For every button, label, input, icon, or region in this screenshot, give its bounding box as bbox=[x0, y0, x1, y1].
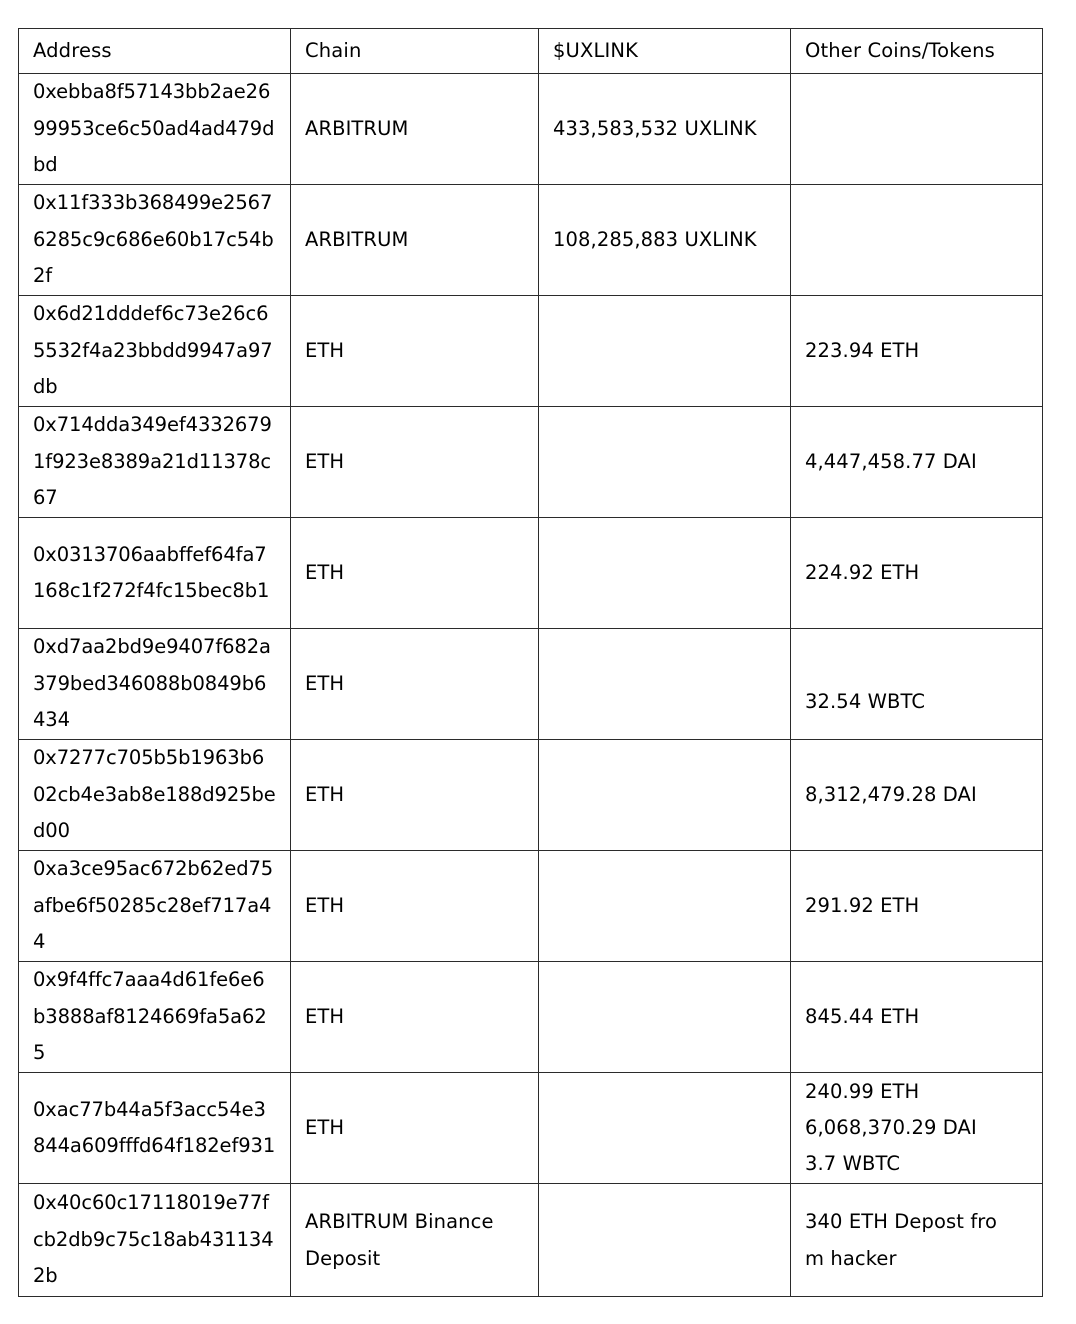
cell-other bbox=[791, 407, 1043, 518]
uxlink-value: 433,583,532 UXLINK bbox=[553, 117, 757, 140]
cell-chain bbox=[291, 518, 539, 629]
column-header-other bbox=[791, 29, 1043, 74]
cell-other bbox=[791, 629, 1043, 740]
other-value: 4,447,458.77 DAI bbox=[805, 450, 977, 473]
other-value-line: 6,068,370.29 DAI bbox=[805, 1116, 977, 1139]
table-body bbox=[19, 74, 1043, 1297]
cell-chain bbox=[291, 74, 539, 185]
table-row bbox=[19, 518, 1043, 629]
cell-uxlink bbox=[539, 74, 791, 185]
chain-value-line: Deposit bbox=[305, 1247, 381, 1270]
chain-value: ETH bbox=[305, 672, 345, 695]
chain-value-line: ARBITRUM Binance bbox=[305, 1210, 494, 1233]
chain-value: ARBITRUM bbox=[305, 117, 409, 140]
column-header-uxlink-label: $UXLINK bbox=[553, 39, 639, 62]
other-value bbox=[791, 1074, 1042, 1182]
cell-other bbox=[791, 740, 1043, 851]
address-value: 0xebba8f57143bb2ae2699953ce6c50ad4ad479dbd bbox=[33, 80, 275, 177]
cell-chain bbox=[291, 851, 539, 962]
uxlink-value: 108,285,883 UXLINK bbox=[553, 228, 757, 251]
column-header-chain-label: Chain bbox=[305, 39, 362, 62]
cell-address bbox=[19, 1073, 291, 1184]
cell-uxlink bbox=[539, 185, 791, 296]
cell-address bbox=[19, 851, 291, 962]
address-value: 0xac77b44a5f3acc54e3844a609fffd64f182ef931 bbox=[33, 1097, 276, 1157]
table-row bbox=[19, 407, 1043, 518]
address-table bbox=[18, 28, 1043, 1297]
cell-uxlink bbox=[539, 296, 791, 407]
chain-value bbox=[291, 1203, 538, 1277]
address-value: 0x11f333b368499e25676285c9c686e60b17c54b2f bbox=[33, 191, 274, 288]
cell-address bbox=[19, 962, 291, 1073]
other-value: 223.94 ETH bbox=[805, 339, 920, 362]
column-header-address bbox=[19, 29, 291, 74]
other-value: 291.92 ETH bbox=[805, 894, 920, 917]
cell-other bbox=[791, 185, 1043, 296]
cell-address bbox=[19, 518, 291, 629]
table-row bbox=[19, 629, 1043, 740]
cell-other bbox=[791, 74, 1043, 185]
cell-other bbox=[791, 518, 1043, 629]
address-value: 0x714dda349ef43326791f923e8389a21d11378c67 bbox=[33, 413, 272, 510]
address-value: 0x7277c705b5b1963b602cb4e3ab8e188d925bed00 bbox=[33, 746, 276, 843]
table-row bbox=[19, 74, 1043, 185]
cell-address bbox=[19, 74, 291, 185]
cell-address bbox=[19, 407, 291, 518]
other-value: 32.54 WBTC bbox=[805, 690, 926, 713]
chain-value: ETH bbox=[305, 450, 345, 473]
cell-other bbox=[791, 1184, 1043, 1297]
chain-value: ARBITRUM bbox=[305, 228, 409, 251]
table-row bbox=[19, 1073, 1043, 1184]
cell-address bbox=[19, 629, 291, 740]
cell-chain bbox=[291, 1184, 539, 1297]
address-value: 0xd7aa2bd9e9407f682a379bed346088b0849b6434 bbox=[33, 635, 271, 732]
other-value: 845.44 ETH bbox=[805, 1005, 920, 1028]
table-row bbox=[19, 740, 1043, 851]
cell-uxlink bbox=[539, 851, 791, 962]
cell-uxlink bbox=[539, 1073, 791, 1184]
cell-address bbox=[19, 185, 291, 296]
cell-chain bbox=[291, 185, 539, 296]
cell-other bbox=[791, 851, 1043, 962]
cell-uxlink bbox=[539, 740, 791, 851]
cell-other bbox=[791, 962, 1043, 1073]
chain-value: ETH bbox=[305, 561, 345, 584]
cell-address bbox=[19, 1184, 291, 1297]
other-value-line: 3.7 WBTC bbox=[805, 1152, 901, 1175]
other-value: 224.92 ETH bbox=[805, 561, 920, 584]
cell-chain bbox=[291, 962, 539, 1073]
column-header-uxlink bbox=[539, 29, 791, 74]
cell-chain bbox=[291, 629, 539, 740]
table-row bbox=[19, 1184, 1043, 1297]
cell-chain bbox=[291, 296, 539, 407]
cell-uxlink bbox=[539, 407, 791, 518]
column-header-other-label: Other Coins/Tokens bbox=[805, 39, 995, 62]
address-value: 0x40c60c17118019e77fcb2db9c75c18ab4311342b bbox=[33, 1191, 274, 1288]
table-row bbox=[19, 185, 1043, 296]
cell-other bbox=[791, 1073, 1043, 1184]
table-row bbox=[19, 962, 1043, 1073]
table-row bbox=[19, 851, 1043, 962]
chain-value: ETH bbox=[305, 783, 345, 806]
address-value: 0x6d21dddef6c73e26c65532f4a23bbdd9947a97db bbox=[33, 302, 273, 399]
cell-uxlink bbox=[539, 518, 791, 629]
other-value-line: 340 ETH Depost fro bbox=[805, 1210, 998, 1233]
cell-uxlink bbox=[539, 962, 791, 1073]
other-value-line: 240.99 ETH bbox=[805, 1080, 920, 1103]
table-header-row bbox=[19, 29, 1043, 74]
column-header-address-label: Address bbox=[33, 39, 112, 62]
chain-value: ETH bbox=[305, 894, 345, 917]
chain-value: ETH bbox=[305, 1116, 345, 1139]
cell-address bbox=[19, 740, 291, 851]
address-value: 0x9f4ffc7aaa4d61fe6e6b3888af8124669fa5a625 bbox=[33, 968, 267, 1065]
other-value: 8,312,479.28 DAI bbox=[805, 783, 977, 806]
address-table-container bbox=[18, 28, 1042, 1297]
table-row bbox=[19, 296, 1043, 407]
table-header bbox=[19, 29, 1043, 74]
other-value-line: m hacker bbox=[805, 1247, 897, 1270]
cell-uxlink bbox=[539, 629, 791, 740]
cell-uxlink bbox=[539, 1184, 791, 1297]
address-value: 0xa3ce95ac672b62ed75afbe6f50285c28ef717a44 bbox=[33, 857, 274, 954]
chain-value: ETH bbox=[305, 339, 345, 362]
cell-chain bbox=[291, 1073, 539, 1184]
address-value: 0x0313706aabffef64fa7168c1f272f4fc15bec8b1 bbox=[33, 542, 270, 602]
column-header-chain bbox=[291, 29, 539, 74]
chain-value: ETH bbox=[305, 1005, 345, 1028]
other-value bbox=[791, 1203, 1042, 1277]
cell-address bbox=[19, 296, 291, 407]
cell-chain bbox=[291, 740, 539, 851]
cell-chain bbox=[291, 407, 539, 518]
cell-other bbox=[791, 296, 1043, 407]
